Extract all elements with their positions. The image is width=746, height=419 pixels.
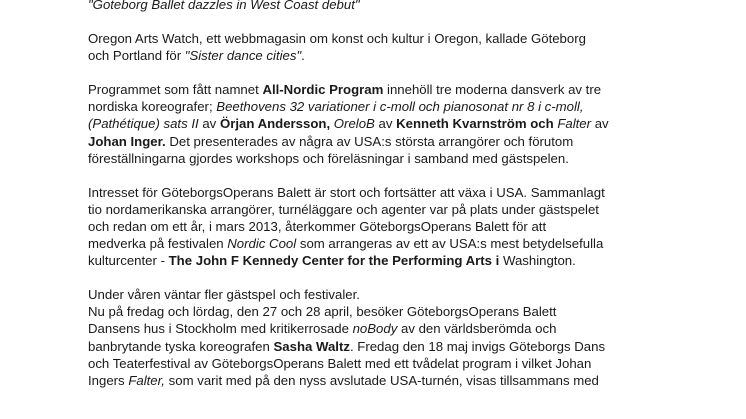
text-line: Nu på fredag och lördag, den 27 och 28 april, besöker GöteborgsOperans Balett — [88, 304, 557, 320]
venue-name: The John F Kennedy Center for the Performing Arts i — [168, 253, 500, 269]
text-run: Dansens hus i Stockholm med kritikerrosade — [88, 321, 353, 337]
text-line: och redan om ett år, i mars 2013, återkommer GöteborgsOperans Balett för att — [88, 218, 547, 234]
text-line — [88, 252, 728, 269]
press-quote-paragraph — [88, 0, 728, 13]
usa-interest-paragraph — [88, 184, 728, 269]
text-line — [88, 338, 728, 355]
text-run: banbrytande tyska koreografen — [88, 338, 274, 354]
choreographer-name: Johan Inger. — [88, 133, 166, 149]
work-title: Beethovens 32 variationer i c-moll och pianosonat nr 8 i c-moll, — [216, 99, 584, 115]
text-run: innehöll tre moderna dansverk av tre — [383, 82, 602, 98]
press-quote: "Goteborg Ballet dazzles in West Coast debut" — [88, 0, 360, 12]
text-line — [88, 47, 728, 64]
text-run: av — [198, 116, 220, 132]
text-run: nordiska koreografer; — [88, 99, 217, 115]
text-run: av — [591, 116, 609, 132]
text-run: medverka på festivalen — [88, 236, 228, 252]
text-run: . — [301, 48, 305, 64]
text-run: av — [374, 116, 397, 132]
text-run: . Fredag den 18 maj invigs Göteborgs Dans — [349, 338, 606, 354]
text-line: tio nordamerikanska arrangörer, turnéläggare och agenter var på plats under gästspelet — [88, 201, 599, 217]
work-title: noBody — [352, 321, 398, 337]
text-line: Intresset för GöteborgsOperans Balett är stort och fortsätter att växa i USA. Sammanlagt — [88, 184, 605, 200]
choreographer-name: Örjan Andersson, — [219, 116, 331, 132]
spring-tour-paragraph — [88, 286, 728, 389]
text-line — [88, 320, 728, 337]
sister-cities-quote: "Sister dance cities" — [184, 48, 302, 64]
text-run: av den världsberömda och — [397, 321, 557, 337]
work-title: (Pathétique) sats II — [88, 116, 199, 132]
work-title: Falter — [557, 116, 592, 132]
text-run: och Portland för — [88, 48, 185, 64]
text-run: Det presenterades av några av USA:s största arrangörer och förutom — [165, 133, 574, 149]
work-title: OreloB — [333, 116, 375, 132]
oregon-arts-watch-paragraph — [88, 30, 728, 64]
program-paragraph — [88, 81, 728, 166]
text-line: Under våren väntar fler gästspel och festivaler. — [88, 287, 360, 303]
text-line: och Teaterfestival av GöteborgsOperans Balett med ett tvådelat program i vilket Johan — [88, 355, 592, 371]
choreographer-name: Sasha Waltz — [273, 338, 350, 354]
text-line — [88, 372, 728, 389]
text-line: föreställningarna gjordes workshops och föreläsningar i samband med gästspelen. — [88, 150, 569, 166]
program-name: All-Nordic Program — [262, 82, 384, 98]
text-line: Oregon Arts Watch, ett webbmagasin om konst och kultur i Oregon, kallade Göteborg — [88, 31, 586, 47]
text-run: Washington. — [499, 253, 576, 269]
text-line — [88, 81, 728, 98]
choreographer-name: Kenneth Kvarnström och — [396, 116, 554, 132]
text-run: Ingers — [88, 372, 129, 388]
text-run: som arrangeras av ett av USA:s mest betydelsefulla — [296, 236, 604, 252]
text-run: Programmet som fått namnet — [88, 82, 263, 98]
text-run: som varit med på den nyss avslutade USA-turnén, visas tillsammans med — [164, 372, 599, 388]
work-title: Falter, — [128, 372, 165, 388]
festival-name: Nordic Cool — [227, 236, 297, 252]
text-line — [88, 133, 728, 150]
text-run: kulturcenter - — [88, 253, 169, 269]
text-line — [88, 235, 728, 252]
text-line — [88, 115, 728, 132]
document-page — [88, 0, 728, 389]
text-line — [88, 98, 728, 115]
